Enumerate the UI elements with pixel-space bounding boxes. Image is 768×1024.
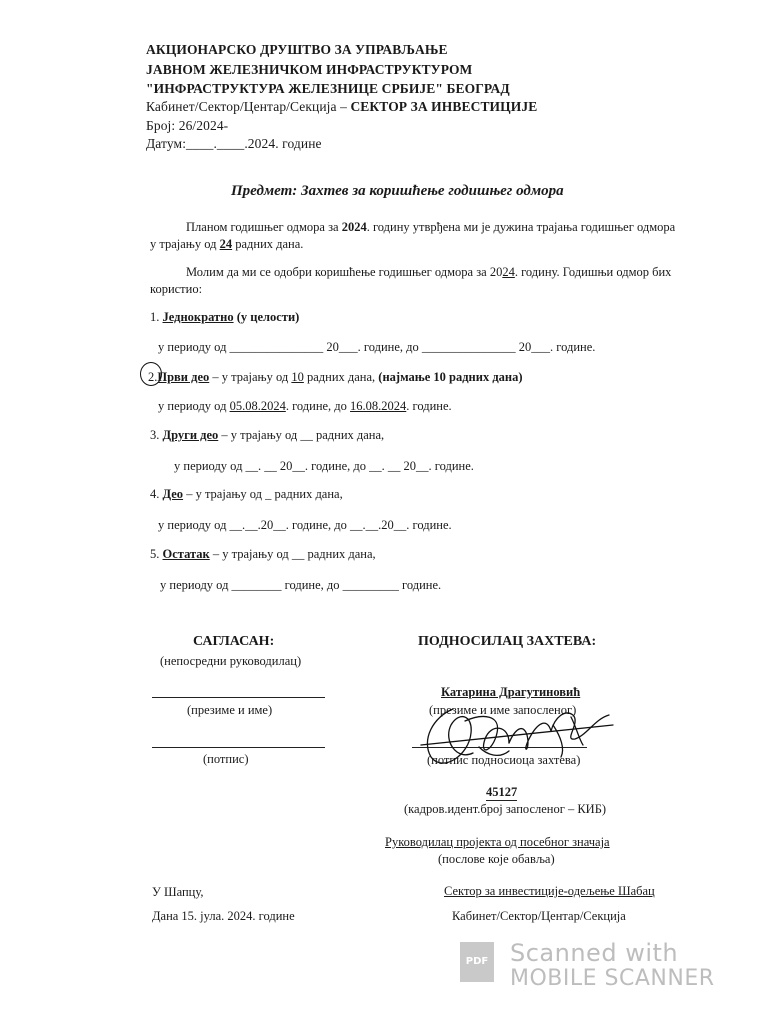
period-text: . године, до	[285, 399, 351, 413]
option-text: – у трајању од __ радних дана,	[209, 547, 376, 561]
unit-line	[146, 99, 537, 115]
approver-name-line	[152, 697, 325, 698]
option-text: – у трајању од	[209, 370, 292, 384]
option-text: – у трајању од __ радних дана,	[218, 428, 385, 442]
first-part-to-date: 16.08.2024	[350, 399, 407, 413]
option-3-period: у периоду од __. __ 20__. године, до __. __ 20__. године.	[174, 459, 474, 473]
period-text: у периоду од	[158, 399, 230, 413]
applicant-position: Руководилац пројекта од посебног значаја	[385, 835, 610, 849]
option-1-period: у периоду од _______________ 20___. године, до _______________ 20___. године.	[158, 340, 596, 354]
approver-name-caption: (презиме и име)	[187, 703, 273, 717]
employee-id-caption: (кадров.идент.број запосленог – КИБ)	[404, 802, 607, 816]
org-name-line-1: АКЦИОНАРСКО ДРУШТВО ЗА УПРАВЉАЊЕ	[146, 42, 448, 57]
option-2-period	[158, 399, 452, 414]
option-number: 1.	[150, 310, 163, 324]
document-date: Датум:____.____.2024. године	[146, 136, 322, 151]
applicant-name: Катарина Драгутиновић	[441, 685, 581, 699]
option-number: 4.	[150, 487, 163, 501]
document-number: Број: 26/2024-	[146, 118, 229, 133]
option-title: Остатак	[162, 547, 210, 561]
subject-title: Предмет: Захтев за коришћење годишњег одмора	[231, 183, 564, 199]
watermark-line-2: MOBILE SCANNER	[510, 966, 715, 991]
department: Сектор за инвестиције-одељење Шабац	[444, 884, 655, 898]
option-number: 2.	[148, 370, 158, 384]
employee-id-underline	[486, 800, 517, 801]
option-4-period: у периоду од __.__.20__. године, до __.__.20__. године.	[158, 518, 452, 532]
option-note: (најмање 10 радних дана)	[378, 370, 523, 384]
applicant-name-caption: (презиме и име запосленог)	[429, 703, 577, 717]
pdf-icon: PDF	[460, 942, 494, 982]
intro-text: . годину утврђена ми је дужина трајања годишњег одмора	[366, 220, 676, 234]
first-part-from-date: 05.08.2024	[229, 399, 286, 413]
intro-text: Молим да ми се одобри коришћење годишњег одмора за 20	[186, 265, 503, 279]
option-suffix: (у целости)	[233, 310, 300, 324]
first-part-days: 10	[291, 370, 304, 384]
approver-signature-caption: (потпис)	[203, 752, 249, 766]
intro-text: Планом годишњег одмора за	[186, 220, 342, 234]
applicant-signature	[413, 695, 618, 775]
option-text: – у трајању од _ радних дана,	[183, 487, 343, 501]
org-name-line-2: ЈАВНОМ ЖЕЛЕЗНИЧКОМ ИНФРАСТРУКТУРОМ	[146, 62, 473, 77]
applicant-signature-caption: (потпис подносиоца захтева)	[427, 753, 581, 767]
applicant-position-caption: (послове које обавља)	[438, 852, 555, 866]
unit-name: СЕКТОР ЗА ИНВЕСТИЦИЈЕ	[350, 99, 538, 114]
intro-line-2	[150, 237, 303, 252]
department-caption: Кабинет/Сектор/Центар/Секција	[452, 909, 626, 923]
employee-id: 45127	[486, 785, 518, 799]
option-title: Први део	[157, 370, 210, 384]
option-title: Други део	[162, 428, 219, 442]
intro-line-1	[186, 220, 675, 235]
option-5-period: у периоду од ________ године, до _________ године.	[160, 578, 442, 592]
option-text: радних дана,	[303, 370, 379, 384]
period-text: . године.	[406, 399, 452, 413]
intro-line-4: користио:	[150, 282, 203, 296]
intro-text: радних дана.	[232, 237, 304, 251]
footer-date: Дана 15. јула. 2024. године	[152, 909, 295, 923]
option-title: Део	[162, 487, 184, 501]
option-5-heading	[150, 547, 376, 562]
option-title: Једнократно	[162, 310, 234, 324]
unit-prefix: Кабинет/Сектор/Центар/Секција –	[146, 99, 351, 114]
option-number: 3.	[150, 428, 163, 442]
intro-text: . годину. Годишњи одмор бих	[514, 265, 672, 279]
total-days: 24	[219, 237, 233, 251]
option-2-heading	[148, 370, 523, 385]
org-name-line-3: "ИНФРАСТРУКТУРА ЖЕЛЕЗНИЦЕ СРБИЈЕ" БЕОГРАД	[146, 81, 510, 96]
applicant-heading: ПОДНОСИЛАЦ ЗАХТЕВА:	[418, 634, 597, 649]
option-3-heading	[150, 428, 384, 443]
option-number: 5.	[150, 547, 163, 561]
option-1-heading	[150, 310, 299, 325]
plan-year: 2024	[341, 220, 367, 234]
request-year: 24	[502, 265, 515, 279]
option-4-heading	[150, 487, 343, 502]
watermark-line-1: Scanned with	[510, 939, 679, 967]
intro-line-3	[186, 265, 671, 280]
place: У Шапцу,	[152, 885, 204, 899]
intro-text: у трајању од	[150, 237, 220, 251]
approval-subheading: (непосредни руководилац)	[160, 654, 302, 668]
approval-heading: САГЛАСАН:	[193, 634, 275, 649]
approver-signature-line	[152, 747, 325, 748]
